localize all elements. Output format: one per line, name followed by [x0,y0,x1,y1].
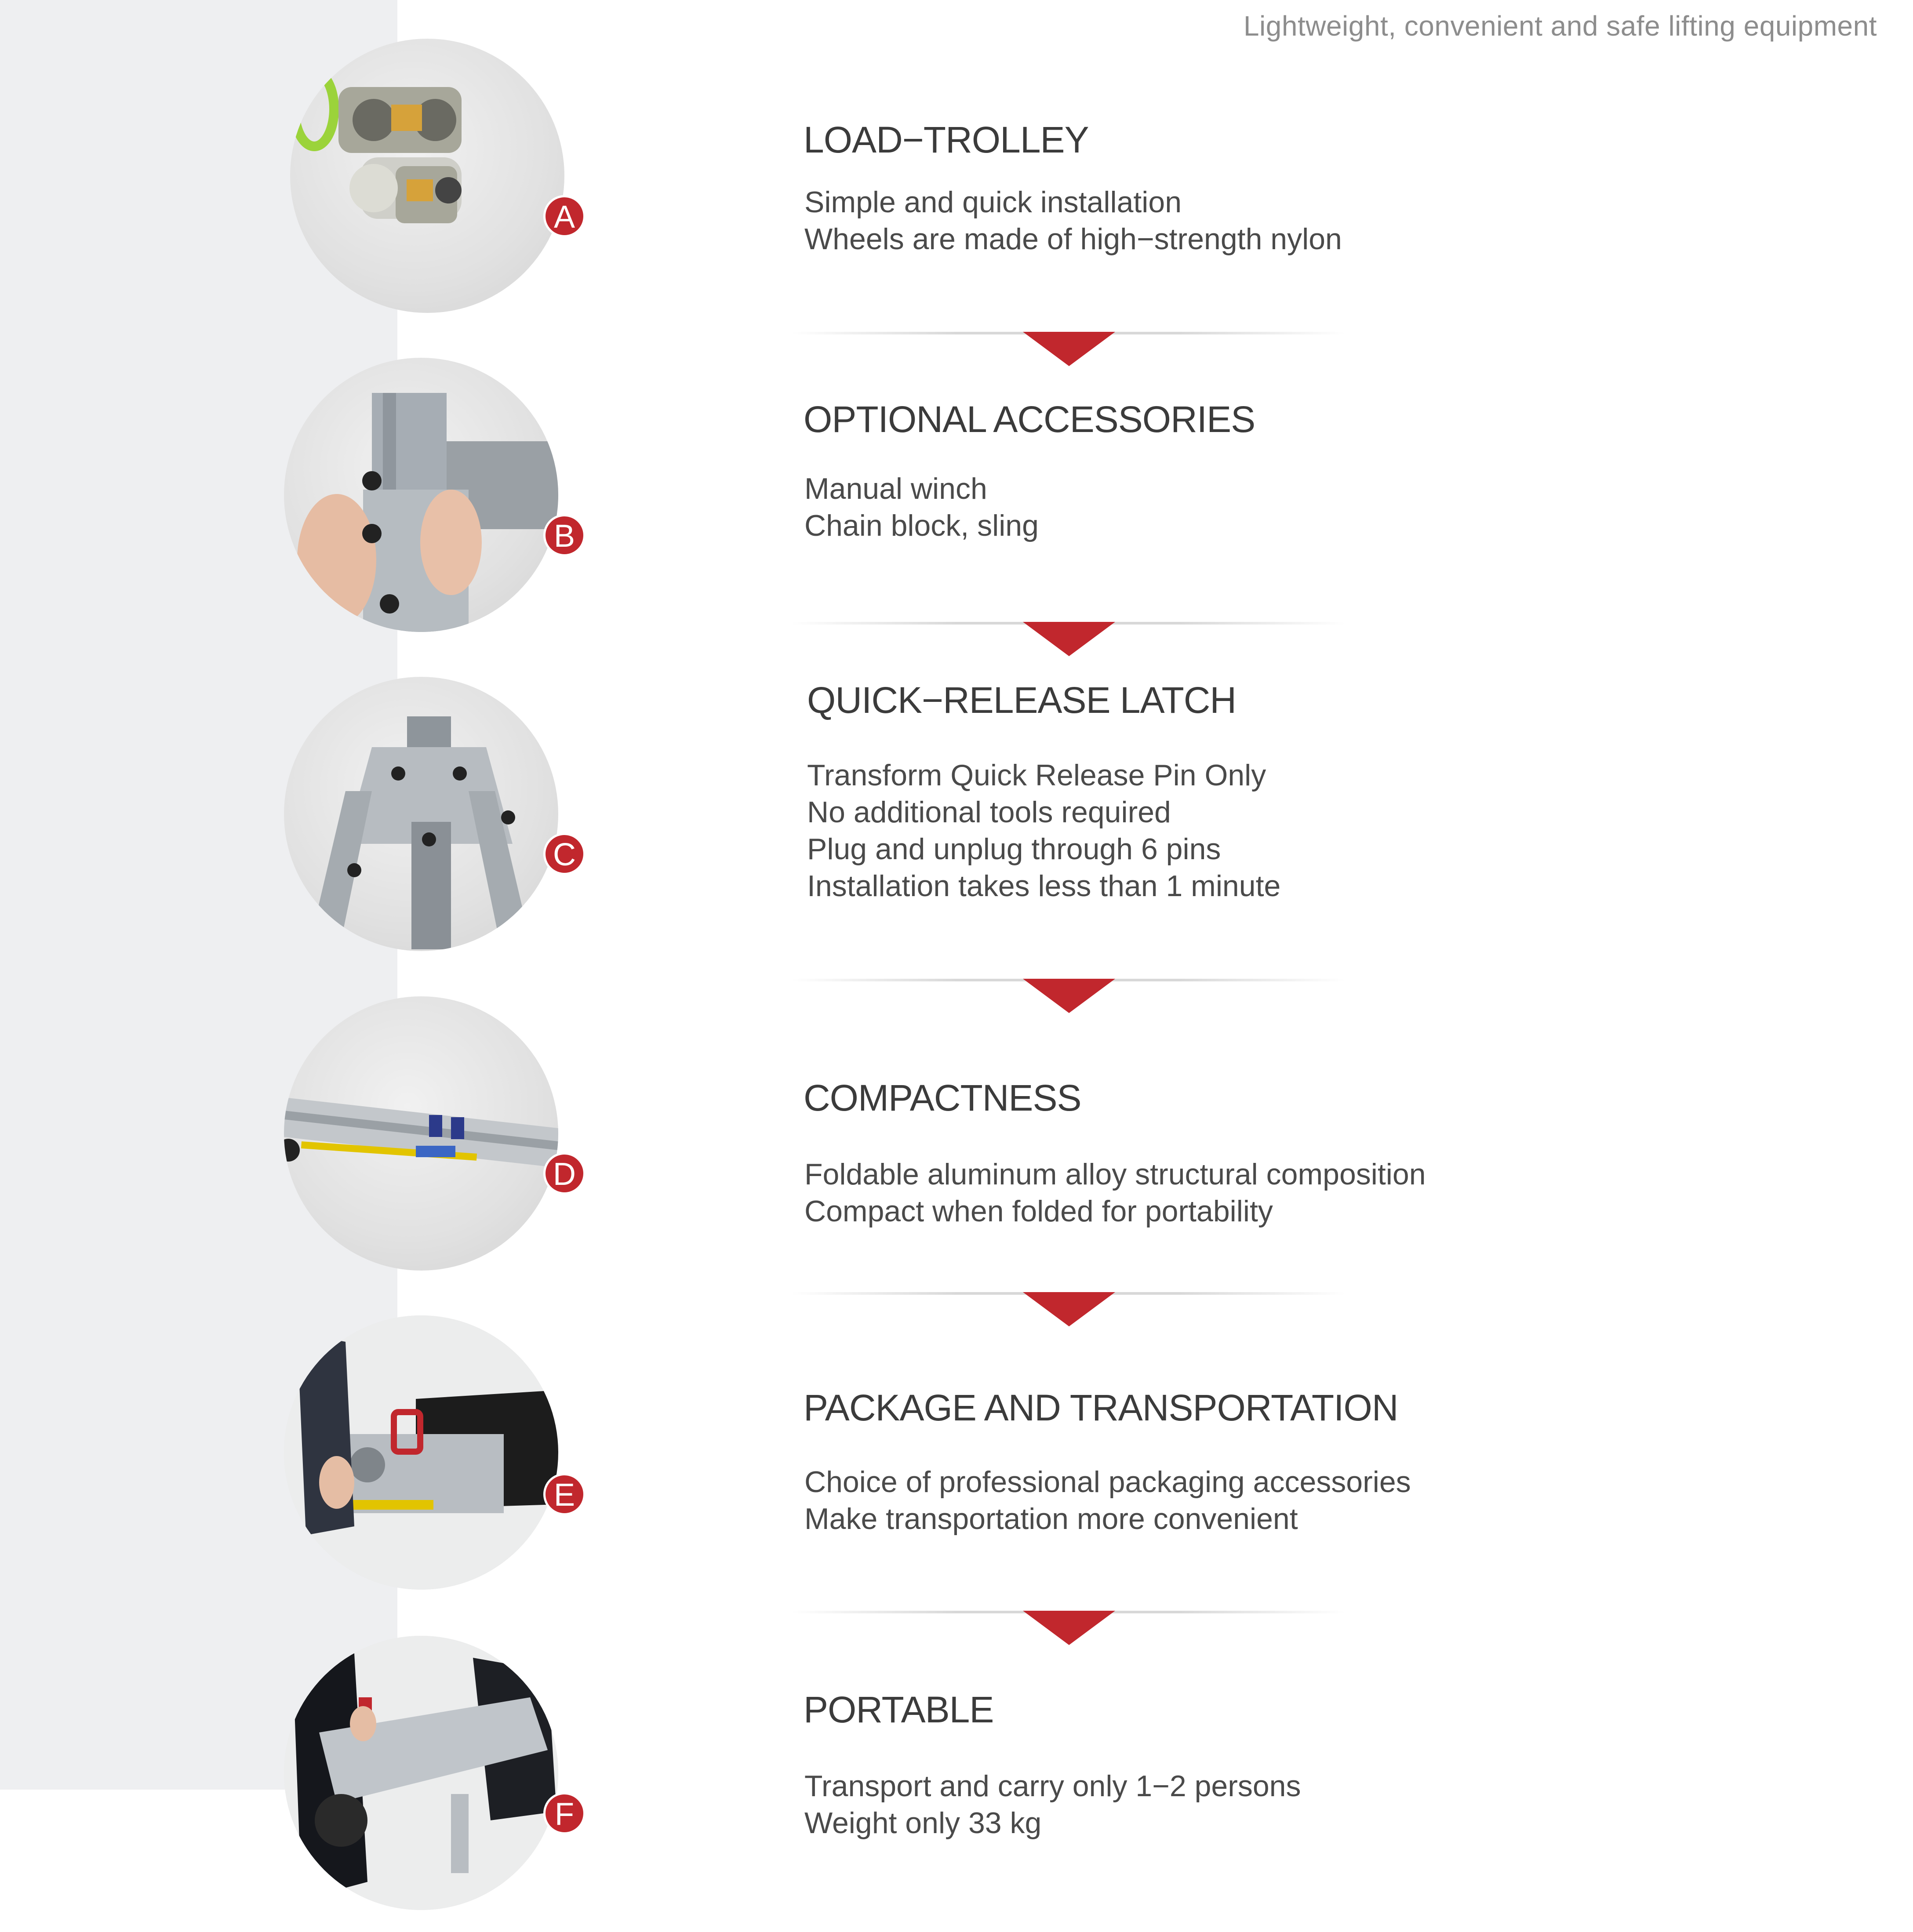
portable-photo [284,1636,558,1910]
feature-title: QUICK−RELEASE LATCH [807,679,1237,721]
feature-line: Installation takes less than 1 minute [807,869,1281,903]
feature-line: Transform Quick Release Pin Only [807,759,1266,792]
chevron-down-icon [1023,1611,1115,1645]
section-divider [791,323,1345,371]
feature-description [804,1464,1411,1537]
header-tagline: Lightweight, convenient and safe lifting equipment [1243,10,1877,42]
package-transportation-photo [284,1315,558,1590]
feature-line: No additional tools required [807,795,1171,829]
feature-description [804,1768,1301,1841]
feature-title: LOAD−TROLLEY [804,119,1089,160]
optional-accessories-photo [284,358,558,632]
badge-c: C [543,833,586,875]
chevron-down-icon [1023,622,1115,656]
load-trolley-photo [290,39,564,313]
section-divider [791,970,1345,1018]
feature-line: Transport and carry only 1−2 persons [804,1769,1301,1803]
section-divider [791,613,1345,661]
feature-description [804,1156,1426,1230]
feature-line: Chain block, sling [804,509,1039,542]
chevron-down-icon [1023,979,1115,1013]
compactness-photo [284,996,558,1271]
badge-a: A [543,195,586,237]
feature-title: PACKAGE AND TRANSPORTATION [804,1387,1398,1428]
section-divider [791,1283,1345,1332]
badge-b: B [543,514,586,556]
quick-release-latch-photo [284,677,558,951]
feature-line: Manual winch [804,472,987,505]
feature-line: Simple and quick installation [804,185,1182,219]
feature-line: Wheels are made of high−strength nylon [804,222,1342,256]
feature-description [807,757,1280,904]
badge-e: E [543,1473,586,1515]
badge-f: F [543,1792,586,1834]
section-divider [791,1602,1345,1650]
feature-line: Weight only 33 kg [804,1806,1042,1840]
feature-line: Plug and unplug through 6 pins [807,832,1221,866]
chevron-down-icon [1023,332,1115,366]
feature-line: Make transportation more convenient [804,1502,1298,1536]
feature-line: Foldable aluminum alloy structural composition [804,1158,1426,1191]
feature-line: Compact when folded for portability [804,1195,1273,1228]
feature-title: COMPACTNESS [804,1077,1081,1119]
chevron-down-icon [1023,1292,1115,1326]
feature-description [804,470,1039,544]
feature-title: OPTIONAL ACCESSORIES [804,399,1255,440]
feature-line: Choice of professional packaging accessories [804,1465,1411,1499]
feature-title: PORTABLE [804,1689,994,1730]
feature-description [804,184,1342,258]
badge-d: D [543,1152,586,1195]
